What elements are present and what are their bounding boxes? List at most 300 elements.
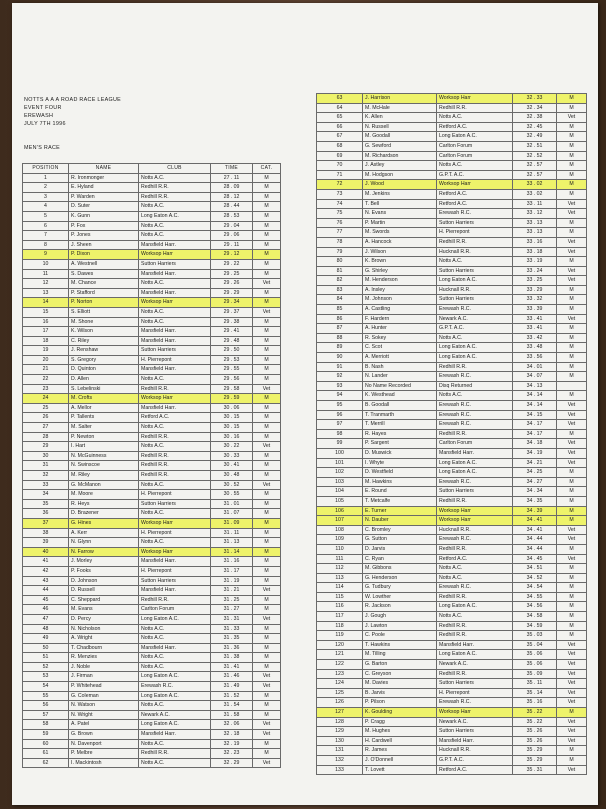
row-category: M (557, 631, 587, 641)
row-category: M (253, 192, 281, 202)
table-row (23, 307, 281, 317)
table-row (317, 477, 587, 487)
row-club: Newark A.C. (437, 660, 513, 670)
row-category: Vet (557, 448, 587, 458)
row-club: Carlton Forum (437, 151, 513, 161)
row-name: G. Barton (363, 660, 437, 670)
row-time: 31 . 46 (211, 672, 253, 682)
row-name: S. Gregory (69, 355, 139, 365)
row-time: 34 . 07 (513, 372, 557, 382)
row-club: Newark A.C. (437, 717, 513, 727)
row-category: M (253, 250, 281, 260)
row-name: N. McGuinness (69, 451, 139, 461)
row-name: C. Ryan (363, 554, 437, 564)
row-position: 89 (317, 343, 363, 353)
row-name: M. Riley (69, 471, 139, 481)
table-row (23, 375, 281, 385)
row-name: D. Muswick (363, 448, 437, 458)
row-position: 64 (317, 103, 363, 113)
table-row (23, 221, 281, 231)
table-row (23, 576, 281, 586)
table-row (317, 410, 587, 420)
table-row (23, 701, 281, 711)
row-name: D. Allen (69, 375, 139, 385)
row-time: 34 . 45 (513, 554, 557, 564)
row-club: Redhill R.R. (437, 621, 513, 631)
row-time: 33 . 48 (513, 343, 557, 353)
row-club: Notts A.C. (139, 758, 211, 768)
row-time: 34 . 59 (513, 621, 557, 631)
row-category: Vet (557, 401, 587, 411)
table-row (317, 94, 587, 104)
row-name: J. Lawton (363, 621, 437, 631)
row-position: 131 (317, 746, 363, 756)
table-row (317, 266, 587, 276)
row-position: 1 (23, 173, 69, 183)
row-category: M (557, 305, 587, 315)
row-name: J. O'Donnell (363, 755, 437, 765)
row-category: M (557, 132, 587, 142)
row-time: 30 . 06 (211, 403, 253, 413)
row-club: Erewash R.C. (437, 401, 513, 411)
row-position: 133 (317, 765, 363, 775)
row-club: Notts A.C. (139, 739, 211, 749)
results-sheet (12, 3, 598, 805)
row-name: R. Hayes (363, 429, 437, 439)
row-name: I. Whyte (363, 458, 437, 468)
row-category: M (253, 605, 281, 615)
row-time: 31 . 36 (211, 643, 253, 653)
row-name: M. Salter (69, 423, 139, 433)
row-position: 30 (23, 451, 69, 461)
row-time: 31 . 07 (211, 509, 253, 519)
row-position: 111 (317, 554, 363, 564)
row-position: 125 (317, 688, 363, 698)
row-position: 60 (23, 739, 69, 749)
row-name: M. Hughes (363, 727, 437, 737)
row-club: Erewash R.C. (139, 682, 211, 692)
row-club: Long Eaton A.C. (437, 458, 513, 468)
row-position: 92 (317, 372, 363, 382)
table-row (23, 250, 281, 260)
row-position: 85 (317, 305, 363, 315)
row-name: P. Whitehead (69, 682, 139, 692)
row-name: A. Kerr (69, 528, 139, 538)
row-time: 29 . 04 (211, 221, 253, 231)
row-name: T. Bell (363, 199, 437, 209)
table-row (317, 525, 587, 535)
row-name: D. Russell (69, 586, 139, 596)
row-category: M (557, 122, 587, 132)
table-row (23, 682, 281, 692)
table-row (23, 624, 281, 634)
table-row (317, 353, 587, 363)
table-row (317, 439, 587, 449)
row-category: Vet (557, 736, 587, 746)
row-name: T. Chadbourn (69, 643, 139, 653)
row-position: 129 (317, 727, 363, 737)
table-row (23, 432, 281, 442)
table-row (23, 173, 281, 183)
table-row (23, 403, 281, 413)
row-club: Notts A.C. (139, 442, 211, 452)
row-name: A. Castling (363, 305, 437, 315)
row-category: M (557, 257, 587, 267)
row-club: Retford A.C. (437, 122, 513, 132)
row-club: H. Pierrepont (139, 490, 211, 500)
row-club: Mansfield Harr. (437, 736, 513, 746)
row-category: M (557, 372, 587, 382)
row-time: 32 . 57 (513, 161, 557, 171)
row-category: M (253, 288, 281, 298)
row-club: Carlton Forum (139, 605, 211, 615)
row-club: Mansfield Harr. (139, 557, 211, 567)
row-name: A. Merriott (363, 353, 437, 363)
table-row (317, 381, 587, 391)
table-row (317, 621, 587, 631)
row-time: 33 . 41 (513, 314, 557, 324)
row-name: M. Richardson (363, 151, 437, 161)
row-name: P. Martin (363, 218, 437, 228)
row-category: Vet (253, 384, 281, 394)
row-position: 43 (23, 576, 69, 586)
row-category: Vet (557, 554, 587, 564)
table-row (317, 765, 587, 775)
row-name: N. Farrow (69, 547, 139, 557)
row-position: 62 (23, 758, 69, 768)
row-club: Sutton Harriers (437, 218, 513, 228)
row-club: Worksop Harr (437, 516, 513, 526)
row-position: 57 (23, 710, 69, 720)
row-club: Newark A.C. (437, 314, 513, 324)
row-position: 9 (23, 250, 69, 260)
row-name: K. Gunn (69, 211, 139, 221)
row-club: Retford A.C. (437, 554, 513, 564)
table-row (317, 161, 587, 171)
table-row (23, 279, 281, 289)
table-row (23, 614, 281, 624)
row-name: J. Renshaw (69, 346, 139, 356)
row-category: Vet (557, 237, 587, 247)
row-club: Mansfield Harr. (139, 586, 211, 596)
row-time: 32 . 06 (211, 720, 253, 730)
row-time: 29 . 58 (211, 384, 253, 394)
row-name: M. McHale (363, 103, 437, 113)
row-name: G. McManon (69, 480, 139, 490)
row-name: C. Sheppard (69, 595, 139, 605)
row-club: Mansfield Harr. (139, 643, 211, 653)
row-time: 32 . 34 (513, 103, 557, 113)
row-time: 31 . 27 (211, 605, 253, 615)
row-time: 34 . 27 (513, 477, 557, 487)
table-row (317, 592, 587, 602)
row-name: J. Wood (363, 180, 437, 190)
row-club: Redhill R.R. (139, 471, 211, 481)
row-position: 71 (317, 170, 363, 180)
row-time: 29 . 25 (211, 269, 253, 279)
row-position: 77 (317, 228, 363, 238)
row-name: R. Jackson (363, 602, 437, 612)
row-position: 103 (317, 477, 363, 487)
row-name: M. Tilling (363, 650, 437, 660)
row-time: 34 . 41 (513, 516, 557, 526)
row-time: 30 . 16 (211, 432, 253, 442)
row-club: Worksop Harr (437, 180, 513, 190)
row-name: T. Metcalfe (363, 496, 437, 506)
row-category: M (557, 487, 587, 497)
row-position: 65 (317, 113, 363, 123)
row-position: 46 (23, 605, 69, 615)
row-category: M (557, 592, 587, 602)
row-position: 56 (23, 701, 69, 711)
row-club: G.P.T. A.C. (437, 324, 513, 334)
row-position: 112 (317, 564, 363, 574)
table-row (317, 209, 587, 219)
row-category: M (557, 94, 587, 104)
row-time: 31 . 38 (211, 653, 253, 663)
table-row (317, 669, 587, 679)
row-club: Sutton Harriers (139, 499, 211, 509)
row-time: 35 . 04 (513, 640, 557, 650)
row-time: 33 . 29 (513, 285, 557, 295)
table-row (23, 710, 281, 720)
row-time: 32 . 19 (211, 739, 253, 749)
col-name: NAME (69, 164, 139, 174)
results-body-right (317, 94, 587, 775)
row-category: Vet (557, 679, 587, 689)
row-time: 34 . 18 (513, 439, 557, 449)
row-club: Long Eaton A.C. (139, 672, 211, 682)
row-club: H. Pierrepont (437, 228, 513, 238)
table-row (23, 662, 281, 672)
row-club: Erewash R.C. (437, 209, 513, 219)
row-time: 29 . 59 (211, 394, 253, 404)
table-row (23, 730, 281, 740)
row-club: Erewash R.C. (437, 420, 513, 430)
row-name: N. Glynn (69, 538, 139, 548)
row-category: M (557, 516, 587, 526)
row-name: J. Noble (69, 662, 139, 672)
row-position: 98 (317, 429, 363, 439)
row-time: 31 . 14 (211, 547, 253, 557)
table-row (317, 487, 587, 497)
table-row (317, 103, 587, 113)
table-row (317, 305, 587, 315)
table-row (317, 151, 587, 161)
row-category: M (253, 173, 281, 183)
row-time: 30 . 15 (211, 423, 253, 433)
row-time: 34 . 19 (513, 448, 557, 458)
row-name: D. Brazener (69, 509, 139, 519)
row-category: M (557, 333, 587, 343)
table-row (317, 420, 587, 430)
row-time: 31 . 58 (211, 710, 253, 720)
row-time: 29 . 29 (211, 288, 253, 298)
row-position: 90 (317, 353, 363, 363)
row-club: Redhill R.R. (437, 496, 513, 506)
row-category: M (253, 365, 281, 375)
row-name: K. Allen (363, 113, 437, 123)
row-name: M. Swords (363, 228, 437, 238)
row-club: Hucknall R.R. (437, 247, 513, 257)
row-name: M. Chance (69, 279, 139, 289)
row-time: 33 . 56 (513, 353, 557, 363)
row-name: M. Evans (69, 605, 139, 615)
row-position: 26 (23, 413, 69, 423)
table-row (23, 547, 281, 557)
row-category: M (253, 691, 281, 701)
results-body-left (23, 173, 281, 768)
row-club: H. Pierrepont (437, 688, 513, 698)
row-club: Hucknall R.R. (437, 285, 513, 295)
row-category: M (253, 634, 281, 644)
row-club: Sutton Harriers (139, 576, 211, 586)
table-row (23, 355, 281, 365)
row-club: Erewash R.C. (437, 410, 513, 420)
row-time: 34 . 14 (513, 391, 557, 401)
row-position: 72 (317, 180, 363, 190)
row-name: D. Percy (69, 614, 139, 624)
row-position: 107 (317, 516, 363, 526)
row-position: 120 (317, 640, 363, 650)
row-category: M (557, 218, 587, 228)
row-time: 32 . 38 (513, 113, 557, 123)
table-row (23, 653, 281, 663)
row-time: 31 . 09 (211, 518, 253, 528)
row-club: Notts A.C. (437, 612, 513, 622)
row-time: 29 . 34 (211, 298, 253, 308)
row-name: P. Stafford (69, 288, 139, 298)
row-time: 35 . 14 (513, 688, 557, 698)
row-time: 27 . 11 (211, 173, 253, 183)
row-club: Notts A.C. (437, 161, 513, 171)
table-row (23, 566, 281, 576)
row-position: 39 (23, 538, 69, 548)
row-time: 33 . 13 (513, 228, 557, 238)
table-row (317, 679, 587, 689)
table-row (317, 285, 587, 295)
row-time: 30 . 48 (211, 471, 253, 481)
row-time: 32 . 52 (513, 151, 557, 161)
row-time: 34 . 25 (513, 468, 557, 478)
row-club: Mansfield Harr. (139, 288, 211, 298)
row-position: 118 (317, 621, 363, 631)
row-category: M (557, 180, 587, 190)
venue: EREWASH (24, 113, 54, 119)
row-position: 52 (23, 662, 69, 672)
row-category: M (557, 544, 587, 554)
row-time: 33 . 25 (513, 276, 557, 286)
row-category: M (253, 710, 281, 720)
row-position: 127 (317, 708, 363, 718)
row-position: 70 (317, 161, 363, 171)
row-time: 34 . 44 (513, 535, 557, 545)
row-club: Mansfield Harr. (139, 336, 211, 346)
table-row (23, 211, 281, 221)
table-row (317, 141, 587, 151)
row-time: 30 . 22 (211, 442, 253, 452)
row-category: Vet (557, 765, 587, 775)
row-category (557, 381, 587, 391)
row-name: P. Fooks (69, 566, 139, 576)
row-category: Vet (253, 442, 281, 452)
row-name: J. Firman (69, 672, 139, 682)
row-club: Worksop Harr (139, 518, 211, 528)
row-position: 48 (23, 624, 69, 634)
table-row (317, 506, 587, 516)
row-club: Sutton Harriers (437, 295, 513, 305)
row-category: Vet (557, 698, 587, 708)
table-row (317, 199, 587, 209)
row-time: 32 . 51 (513, 141, 557, 151)
row-club: Notts A.C. (139, 662, 211, 672)
row-time: 29 . 12 (211, 250, 253, 260)
row-club: Mansfield Harr. (139, 403, 211, 413)
table-row (317, 132, 587, 142)
row-time: 31 . 54 (211, 701, 253, 711)
row-position: 132 (317, 755, 363, 765)
results-table-left (22, 163, 281, 768)
row-club: Notts A.C. (139, 221, 211, 231)
row-club: H. Pierrepont (139, 355, 211, 365)
row-club: Redhill R.R. (139, 749, 211, 759)
row-name: P. Warden (69, 192, 139, 202)
table-row (317, 746, 587, 756)
row-category: M (557, 343, 587, 353)
row-name: T. Lovett (363, 765, 437, 775)
row-time: 35 . 22 (513, 708, 557, 718)
row-position: 114 (317, 583, 363, 593)
row-position: 78 (317, 237, 363, 247)
row-category: M (557, 189, 587, 199)
row-position: 59 (23, 730, 69, 740)
row-club: Sutton Harriers (139, 346, 211, 356)
row-category: M (557, 362, 587, 372)
row-name: H. Cardwell (363, 736, 437, 746)
row-name: M. Goodall (363, 132, 437, 142)
row-category: M (557, 496, 587, 506)
row-position: 11 (23, 269, 69, 279)
table-row (23, 586, 281, 596)
row-club: Notts A.C. (139, 231, 211, 241)
row-name: J. Wilson (363, 247, 437, 257)
row-time: 28 . 12 (211, 192, 253, 202)
row-name: P. Fox (69, 221, 139, 231)
row-category: Vet (557, 458, 587, 468)
table-row (23, 595, 281, 605)
table-row (23, 451, 281, 461)
row-category: Vet (557, 727, 587, 737)
table-row (23, 739, 281, 749)
row-category: Vet (557, 688, 587, 698)
row-name: B. Nash (363, 362, 437, 372)
row-category: M (557, 612, 587, 622)
table-row (317, 257, 587, 267)
table-row (317, 602, 587, 612)
row-name: M. Hodgson (363, 170, 437, 180)
row-position: 96 (317, 410, 363, 420)
table-row (317, 631, 587, 641)
table-row (23, 240, 281, 250)
row-club: Carlton Forum (437, 439, 513, 449)
row-name: P. Sargent (363, 439, 437, 449)
row-name: T. Merrill (363, 420, 437, 430)
row-time: 29 . 55 (211, 365, 253, 375)
row-category: M (557, 621, 587, 631)
table-row (23, 192, 281, 202)
row-name: S. Lebelinski (69, 384, 139, 394)
row-time: 34 . 52 (513, 573, 557, 583)
